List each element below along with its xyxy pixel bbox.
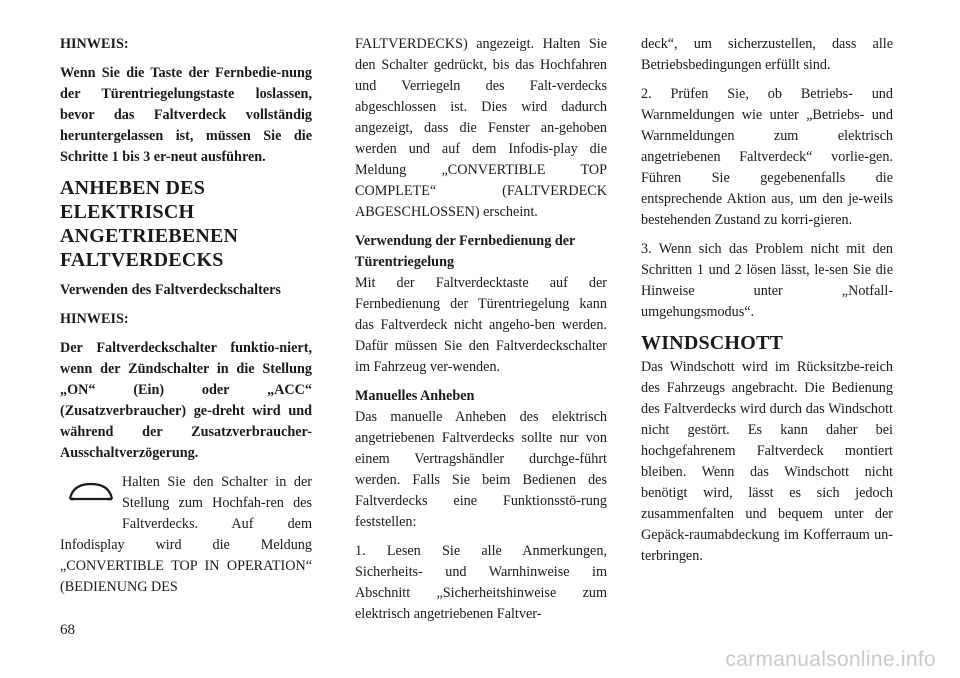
note-text: Wenn Sie die Taste der Fernbedie-nung der Türentriegelungstaste loslassen, bevor das Faltverdeck vollständig heruntergelassen ist, müssen Sie die Schritte 1 bis 3 er-neut ausführen.: [60, 65, 312, 165]
column-right: [641, 34, 893, 575]
column-left: [60, 34, 312, 606]
paragraph: Halten Sie den Schalter in der Stellung zum Hochfah-ren des Faltverdecks. Auf dem Infodisplay wird die Meldung „CONVERTIBLE TOP IN OPERATION“ (BEDIENUNG DES: [60, 474, 312, 595]
section-heading-raise-top: ANHEBEN DES ELEKTRISCH ANGETRIEBENEN FALTVERDECKS: [60, 177, 239, 271]
note-text: Der Faltverdeckschalter funktio-niert, wenn der Zündschalter in die Stellung „ON“ (Ein) oder „ACC“ (Zusatzverbraucher) ge-dreht wird und während der Zusatzverbraucher-Ausschaltverzögerung.: [60, 340, 312, 461]
paragraph: FALTVERDECKS) angezeigt. Halten Sie den Schalter gedrückt, bis das Hochfahren und Verriegeln des Falt-verdecks abgeschlossen ist. Dies wird dadurch angezeigt, dass die Fenster an-gehoben werden und auf dem Infodis-play die Meldung „CONVERTIBLE TOP COMPLETE“ (FALTVERDECK ABGESCHLOSSEN) erscheint.: [355, 36, 607, 220]
paragraph: Das Windschott wird im Rücksitzbe-reich des Fahrzeugs angebracht. Die Bedienung des Faltverdecks wird durch das Windschott nicht gestört. Es kann daher bei hochgefahrenem Faltverdeck montiert bleiben. Wenn das Windschott nicht benötigt wird, lässt es sich jedoch zusammenfalten und bequem unter der Gepäck-raumabdeckung im Kofferraum un-terbringen.: [641, 359, 893, 564]
subheading-manual: Manuelles Anheben: [355, 388, 475, 404]
paragraph: 1. Lesen Sie alle Anmerkungen, Sicherheits- und Warnhinweise im Abschnitt „Sicherheitshinweise zum elektrisch angetriebenen Faltver-: [355, 543, 607, 622]
subheading-remote: Verwendung der Fernbedienung der Türentriegelung: [355, 233, 576, 270]
paragraph: 2. Prüfen Sie, ob Betriebs- und Warnmeldungen wie unter „Betriebs- und Warnmeldungen zum elektrisch angetriebenen Faltverdeck“ vorlie-gen. Führen Sie gegebenenfalls die entsprechende Aktion aus, um den je-weils bestehenden Zustand zu korri-gieren.: [641, 86, 893, 228]
watermark: carmanualsonline.info: [725, 648, 936, 671]
icon-paragraph: [60, 472, 312, 598]
paragraph: deck“, um sicherzustellen, dass alle Betriebsbedingungen erfüllt sind.: [641, 36, 893, 73]
note-label: HINWEIS:: [60, 311, 129, 327]
note-label: HINWEIS:: [60, 36, 129, 52]
section-heading-windschott: WINDSCHOTT: [641, 332, 784, 354]
column-middle: [355, 34, 607, 633]
convertible-top-icon: [60, 480, 122, 526]
paragraph: Das manuelle Anheben des elektrisch angetriebenen Faltverdecks sollte nur von einem Vertragshändler durchge-führt werden. Falls Sie beim Bedienen des Faltverdecks eine Funktionsstö-rung feststellen:: [355, 409, 607, 530]
paragraph: Mit der Faltverdecktaste auf der Fernbedienung der Türentriegelung kann das Faltverdeck nicht angeho-ben werden. Dafür müssen Sie den Faltverdeckschalter im Fahrzeug ver-wenden.: [355, 275, 607, 375]
subheading-switch: Verwenden des Faltverdeckschalters: [60, 282, 281, 298]
paragraph: 3. Wenn sich das Problem nicht mit den Schritten 1 und 2 lösen lässt, le-sen Sie die Hinweise unter „Notfall-umgehungsmodus“.: [641, 241, 893, 320]
page-number: 68: [60, 622, 75, 638]
